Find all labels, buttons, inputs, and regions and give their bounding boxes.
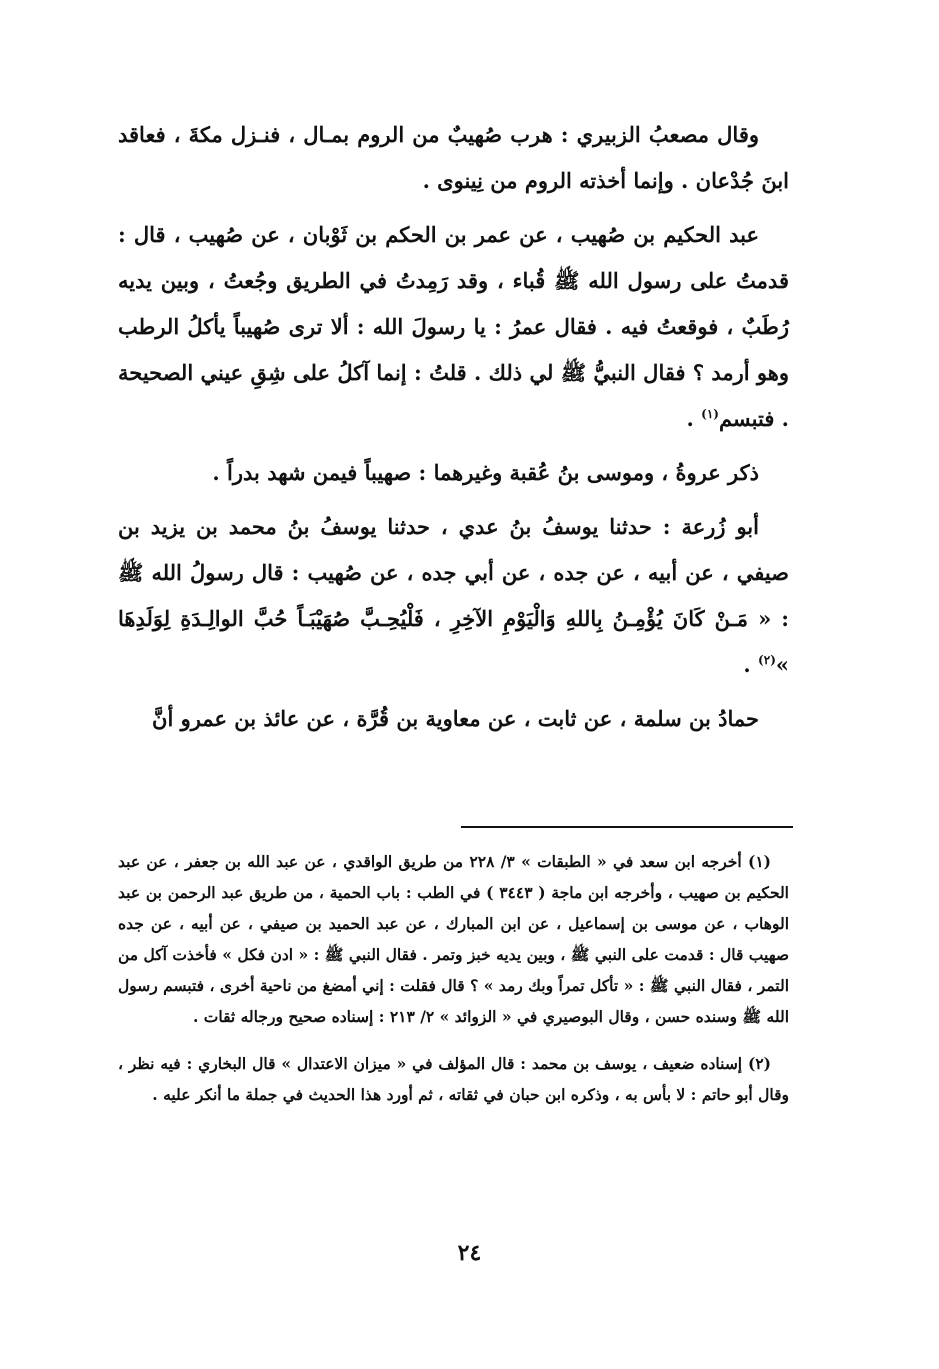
footnote-separator — [461, 826, 793, 828]
paragraph-text: ذكر عروةُ ، وموسى بنُ عُقبة وغيرهما : صهيباً فيمن شهد بدراً . — [212, 460, 759, 485]
paragraph-abd-alhakim — [118, 212, 789, 442]
paragraph-text: وقال مصعبُ الزبيري : هرب صُهيبٌ من الروم بمـال ، فنـزل مكةَ ، فعاقد ابنَ جُدْعان . وإنما أخذته الروم من نِينوى . — [118, 122, 789, 193]
footnotes-section — [118, 846, 789, 1126]
footnote-text: (١) أخرجه ابن سعد في « الطبقات » ٣/ ٢٢٨ من طريق الواقدي ، عن عبد الله بن جعفر ، عن عبد الحكيم بن صهيب ، وأخرجه ابن ماجة ( ٣٤٤٣ ) في الطب : باب الحمية ، من طريق عبد الرحمن بن عبد الوهاب ، عن موسى بن إسماعيل ، عن ابن المبارك ، عن عبد الحميد بن صيفي ، عن أبيه ، عن جده صهيب قال : قدمت على النبي ﷺ ، وبين يديه خبز وتمر . فقال النبي ﷺ : « ادن فكل » فأخذت آكل من التمر ، فقال النبي ﷺ : « تأكل تمراً وبك رمد » ؟ قال فقلت : إني أمضغ من ناحية أخرى ، فتبسم رسول الله ﷺ وسنده حسن ، وقال البوصيري في « الزوائد » ٢/ ٢١٣ : إسناده صحيح ورجاله ثقات . — [118, 852, 789, 1026]
page-number: ٢٤ — [457, 1240, 482, 1266]
paragraph-text: عبد الحكيم بن صُهيب ، عن عمر بن الحكم بن ثَوْبان ، عن صُهيب ، قال : قدمتُ على رسول الله ﷺ قُباء ، وقد رَمِدتُ في الطريق وجُعتُ ، وبين يديه رُطَبٌ ، فوقعتُ فيه . فقال عمرُ : يا رسولَ الله : ألا ترى صُهيباً يأكلُ الرطب وهو أرمد ؟ فقال النبيُّ ﷺ لي ذلك . قلتُ : إنما آكلُ على شِقِ عيني الصحيحة . فتبسم — [118, 222, 789, 431]
paragraph-urwa — [118, 450, 789, 496]
paragraph-hammad — [118, 696, 789, 742]
paragraph-mussab — [118, 112, 789, 204]
footnote-ref-1[interactable]: (١) — [701, 407, 719, 421]
paragraph-text: حمادُ بن سلمة ، عن ثابت ، عن معاوية بن قُرَّة ، عن عائذ بن عمرو أنَّ — [152, 706, 759, 731]
footnote-ref-2[interactable]: (٢) — [758, 653, 776, 667]
paragraph-abu-zura — [118, 504, 789, 688]
footnote-text: (٢) إسناده ضعيف ، يوسف بن محمد : قال المؤلف في « ميزان الاعتدال » قال البخاري : فيه نظر ، وقال أبو حاتم : لا بأس به ، وذكره ابن حبان في ثقاته ، ثم أورد هذا الحديث في جملة ما أنكر عليه . — [118, 1054, 789, 1104]
paragraph-text: أبو زُرعة : حدثنا يوسفُ بنُ عدي ، حدثنا يوسفُ بنُ محمد بن يزيد بن صيفي ، عن أبيه ، عن جده ، عن أبي جده ، عن صُهيب : قال رسولُ الله ﷺ : « مَـنْ كَانَ يُؤْمِـنُ بِاللهِ وَالْيَوْمِ الآخِرِ ، فَلْيُحِـبَّ صُهَيْبَـاً حُبَّ الوالِـدَةِ لِوَلَدِهَا » — [118, 514, 789, 677]
paragraph-tail: . — [686, 406, 702, 431]
paragraph-tail: . — [743, 652, 759, 677]
footnote-1 — [118, 846, 789, 1032]
main-text — [118, 112, 789, 750]
footnote-2 — [118, 1048, 789, 1110]
